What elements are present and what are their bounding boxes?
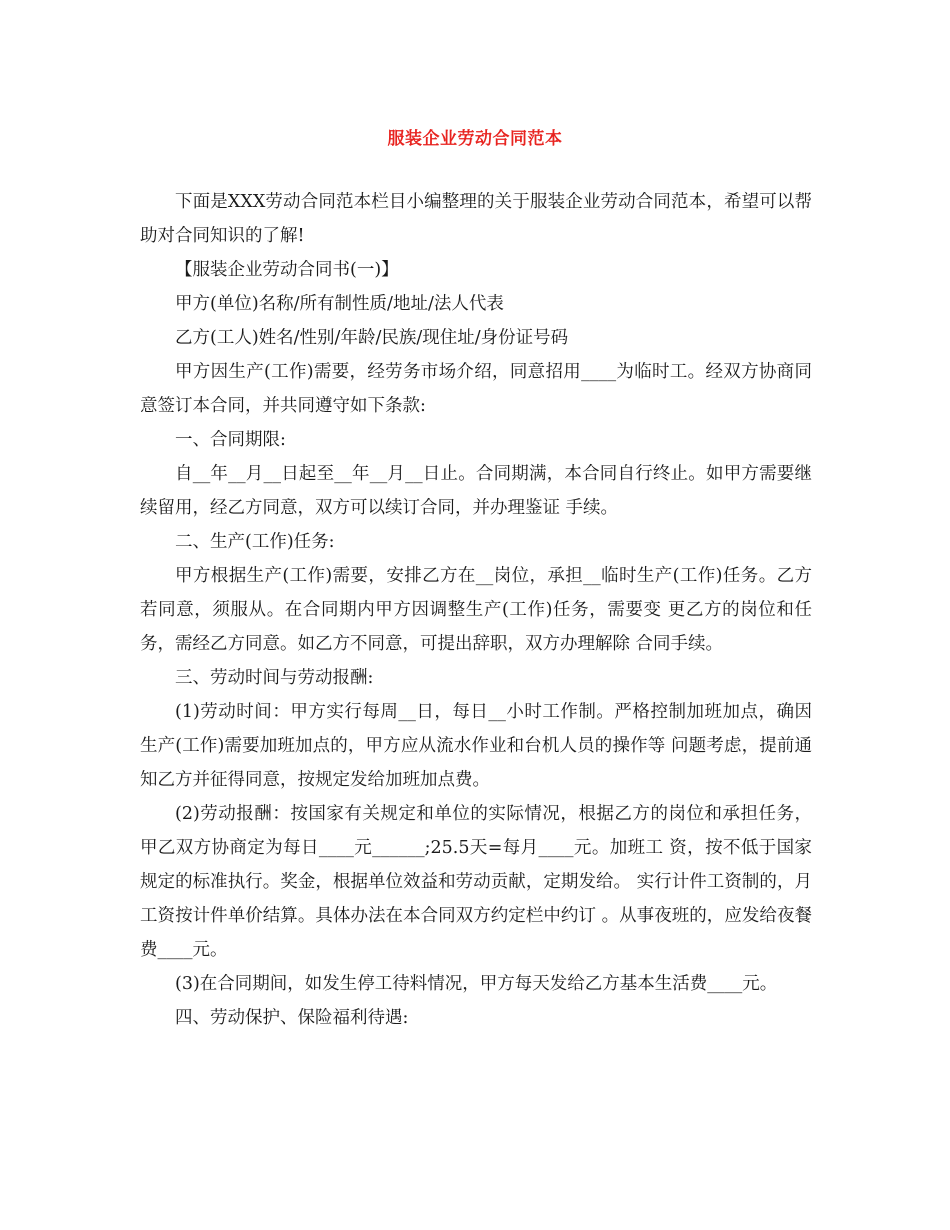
preamble-paragraph: 甲方因生产(工作)需要，经劳务市场介绍，同意招用____为临时工。经双方协商同意签订本合同，并共同遵守如下条款: — [140, 362, 812, 416]
section-heading-hours-pay: 三、劳动时间与劳动报酬: — [175, 668, 374, 688]
term-paragraph: 自__年__月__日起至__年__月__日止。合同期满，本合同自行终止。如甲方需要继续留用，经乙方同意，双方可以续订合同，并办理鉴证 手续。 — [140, 464, 812, 518]
party-b-info: 乙方(工人)姓名/性别/年龄/民族/现住址/身份证号码 — [175, 328, 569, 348]
tasks-paragraph: 甲方根据生产(工作)需要，安排乙方在__岗位，承担__临时生产(工作)任务。乙方若同意，须服从。在合同期内甲方因调整生产(工作)任务，需要变 更乙方的岗位和任务，需经乙方同意。如乙方不同意，可提出辞职，双方办理解除 合同手续。 — [140, 566, 812, 654]
section-heading-tasks: 二、生产(工作)任务: — [175, 532, 335, 552]
document-title: 服装企业劳动合同范本 — [387, 129, 563, 149]
section-heading-protection: 四、劳动保护、保险福利待遇: — [175, 1008, 409, 1028]
party-a-info: 甲方(单位)名称/所有制性质/地址/法人代表 — [175, 294, 504, 314]
contract-heading: 【服装企业劳动合同书(一)】 — [175, 260, 399, 280]
stoppage-paragraph: (3)在合同期间，如发生停工待料情况，甲方每天发给乙方基本生活费____元。 — [175, 974, 778, 994]
document-body — [140, 185, 812, 1035]
working-hours-paragraph: (1)劳动时间：甲方实行每周__日，每日__小时工作制。严格控制加班加点，确因生产(工作)需要加班加点的，甲方应从流水作业和台机人员的操作等 问题考虑，提前通知乙方并征得同意，按规定发给加班加点费。 — [140, 702, 812, 790]
section-heading-term: 一、合同期限: — [175, 430, 286, 450]
pay-paragraph: (2)劳动报酬：按国家有关规定和单位的实际情况，根据乙方的岗位和承担任务，甲乙双方协商定为每日____元______;25.5天=每月____元。加班工 资，按不低于国家规定的标准执行。奖金，根据单位效益和劳动贡献，定期发给。 实行计件工资制的，月工资按计件单价结算。具体办法在本合同双方约定栏中约订 。从事夜班的，应发给夜餐费____元。 — [140, 804, 812, 960]
intro-paragraph: 下面是XXX劳动合同范本栏目小编整理的关于服装企业劳动合同范本，希望可以帮助对合同知识的了解! — [140, 192, 812, 246]
